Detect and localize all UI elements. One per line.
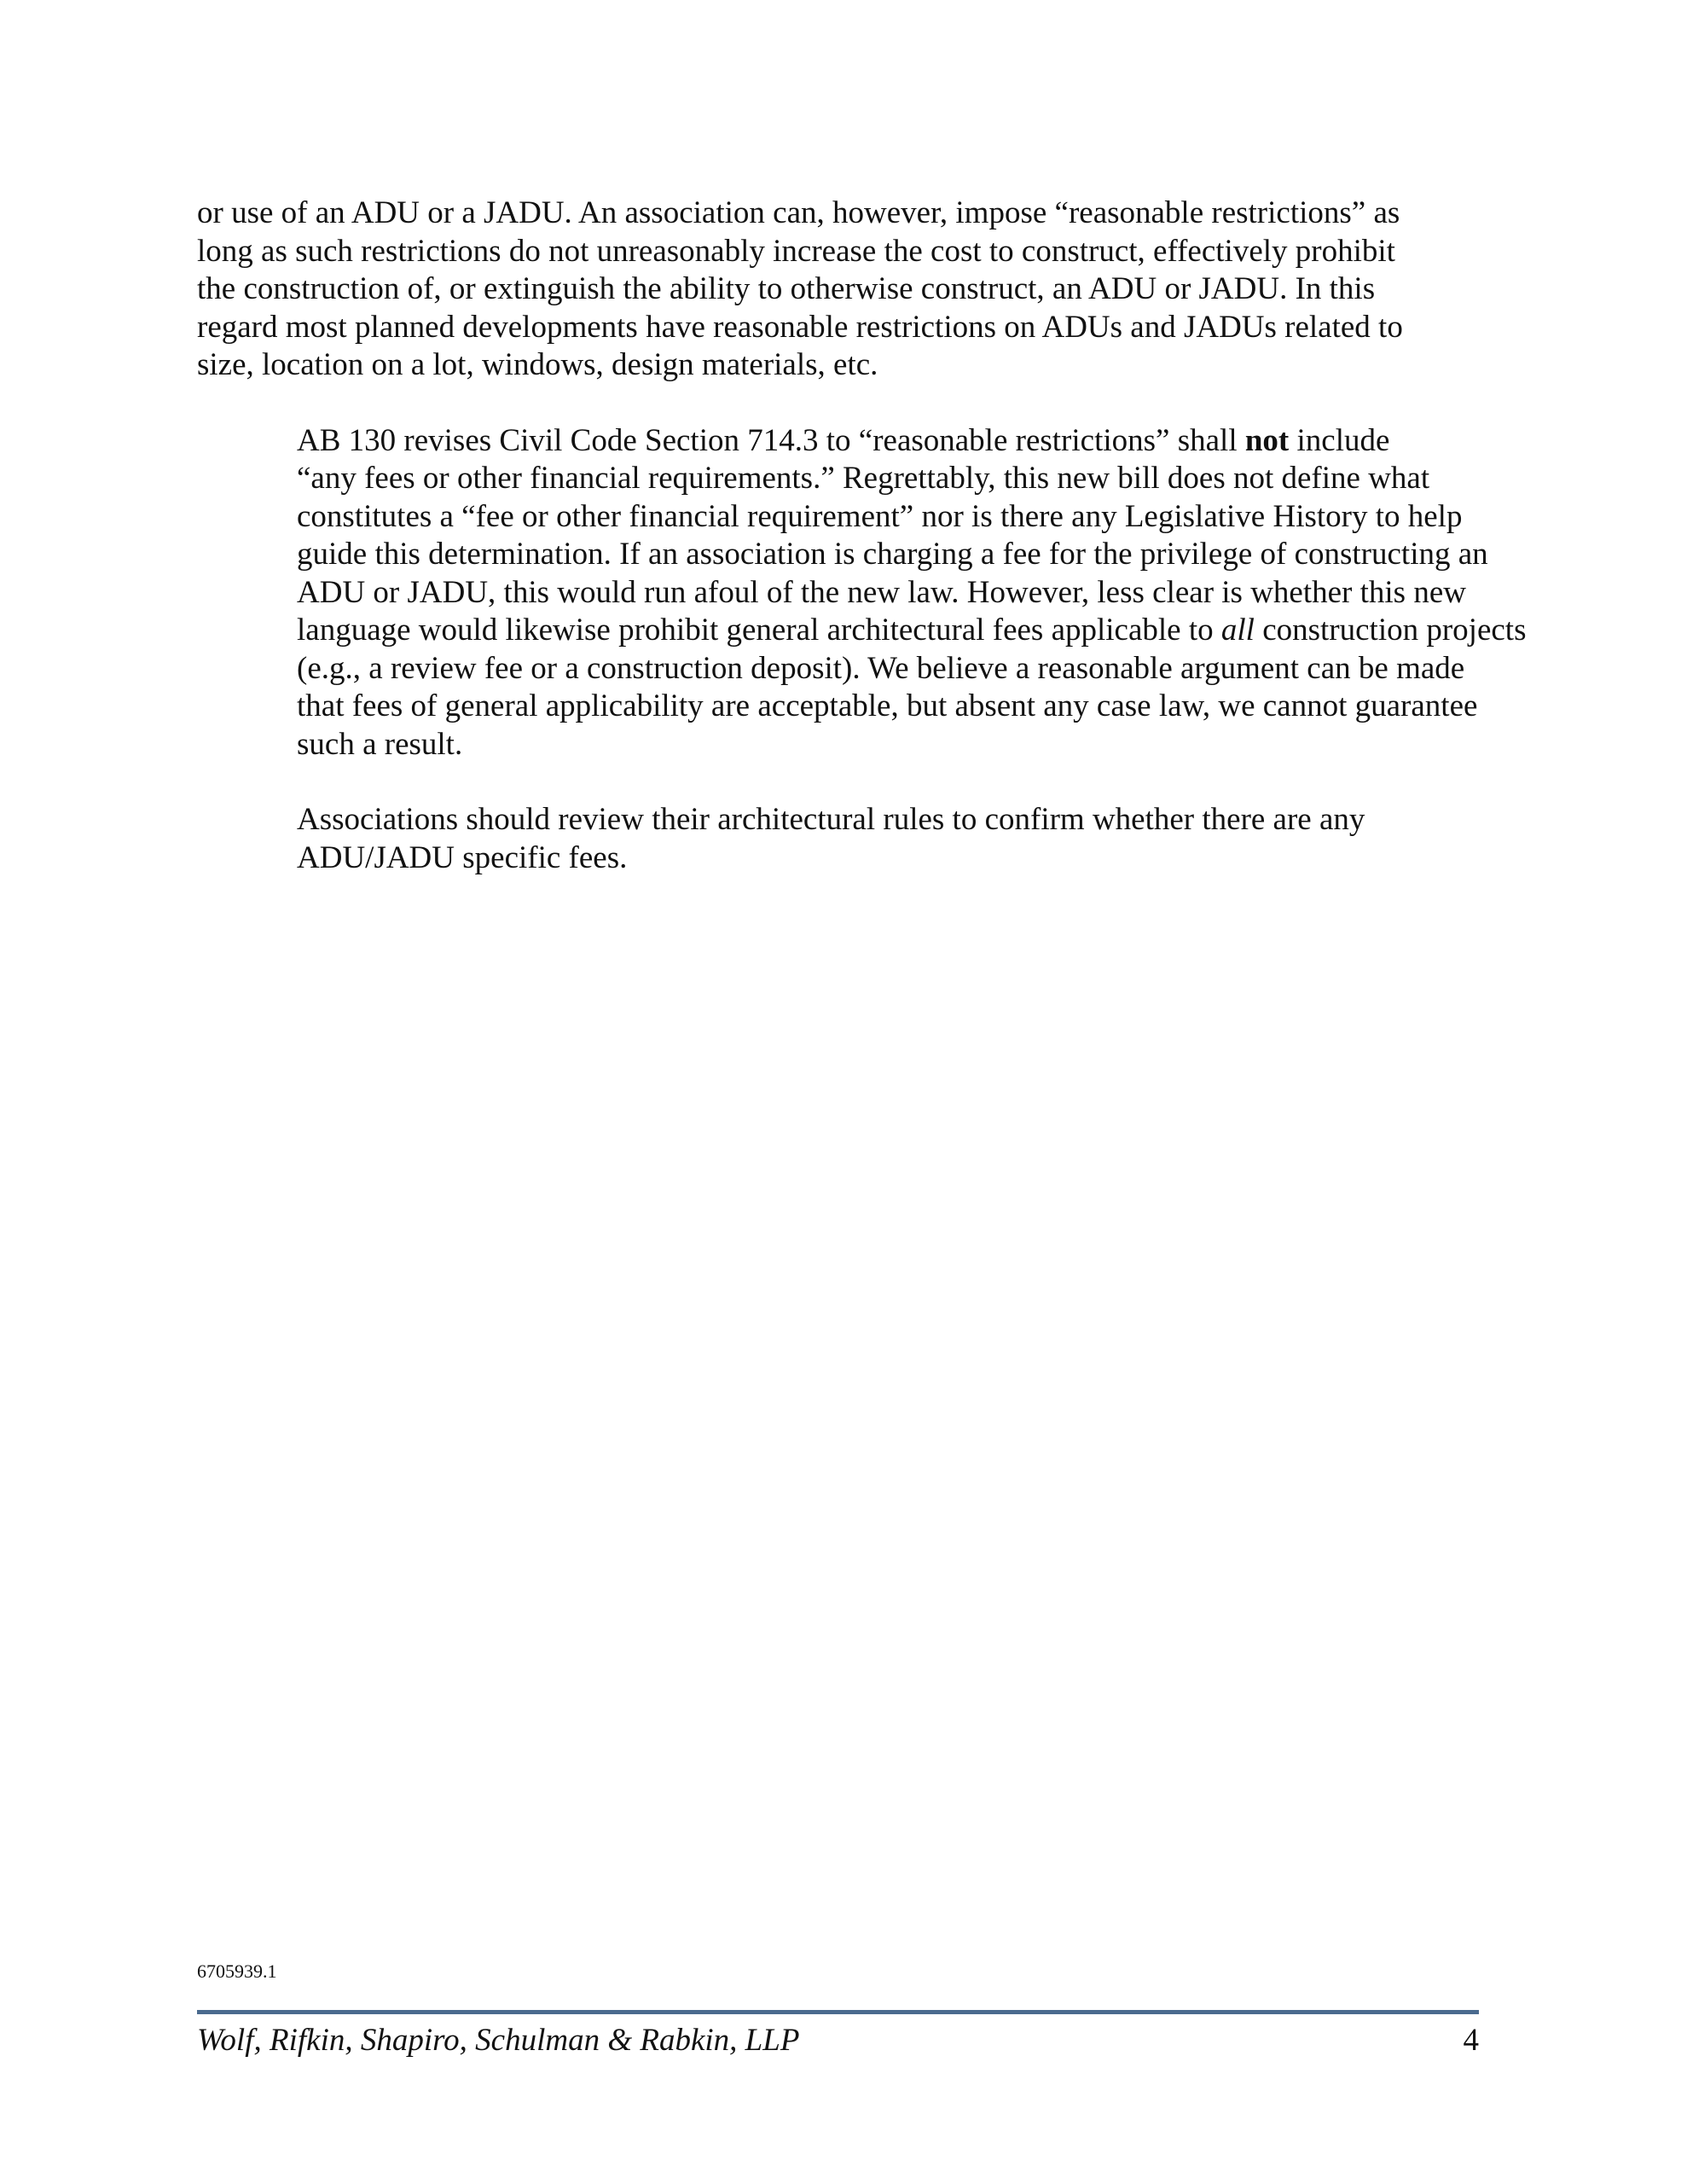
text-line: guide this determination. If an association is charging a fee for the privilege of constructing an [297, 537, 1488, 572]
text-line: such a result. [297, 726, 463, 762]
text-run: language would likewise prohibit general architectural fees applicable to [297, 613, 1221, 648]
footer-divider [197, 2010, 1479, 2014]
document-body [197, 195, 1527, 915]
text-line: the construction of, or extinguish the ability to otherwise construct, an ADU or JADU. In this [197, 271, 1376, 306]
italic-emphasis: all [1220, 613, 1255, 648]
text-run: AB 130 revises Civil Code Section 714.3 to “reasonable restrictions” shall [297, 422, 1245, 458]
text-line: constitutes a “fee or other financial requirement” nor is there any Legislative History to help [297, 498, 1463, 534]
paragraph-adu-restrictions [197, 195, 1476, 385]
text-line: size, location on a lot, windows, design materials, etc. [197, 347, 878, 382]
page-number: 4 [1463, 2023, 1479, 2058]
paragraph-recommendation [197, 801, 1476, 877]
text-run: include [1289, 422, 1390, 458]
text-run: construction projects [1254, 613, 1527, 648]
text-line: ADU/JADU specific fees. [297, 839, 628, 875]
text-line: long as such restrictions do not unreasonably increase the cost to construct, effectively prohibit [197, 233, 1395, 269]
bold-emphasis: not [1244, 422, 1290, 458]
text-line: “any fees or other financial requirements.” Regrettably, this new bill does not define what [297, 461, 1430, 496]
text-line: regard most planned developments have reasonable restrictions on ADUs and JADUs related to [197, 309, 1403, 345]
text-line [197, 612, 1527, 650]
footer-firm-name: Wolf, Rifkin, Shapiro, Schulman & Rabkin, LLP [197, 2023, 800, 2058]
text-line: ADU or JADU, this would run afoul of the new law. However, less clear is whether this new [297, 574, 1466, 610]
text-line: Associations should review their architectural rules to confirm whether there are any [297, 802, 1365, 837]
text-line: or use of an ADU or a JADU. An association can, however, impose “reasonable restrictions” as [197, 195, 1400, 230]
text-line: (e.g., a review fee or a construction deposit). We believe a reasonable argument can be made [297, 650, 1465, 686]
text-line: that fees of general applicability are acceptable, but absent any case law, we cannot guarantee [297, 688, 1478, 723]
text-line [197, 422, 1476, 461]
paragraph-ab130 [197, 422, 1527, 764]
document-id: 6705939.1 [197, 1960, 277, 1982]
